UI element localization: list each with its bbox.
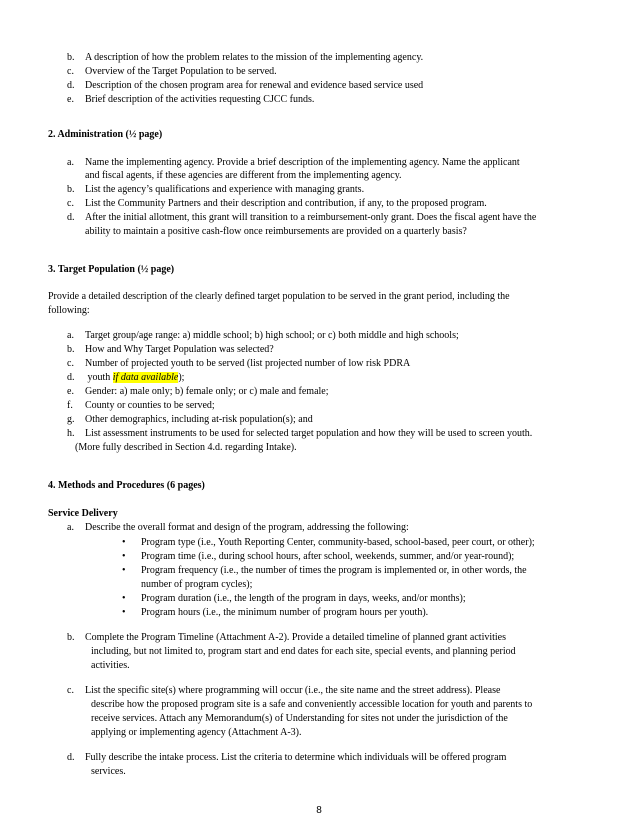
intro-item-c-marker: c. <box>67 66 74 77</box>
subheading-service-delivery: Service Delivery <box>48 508 118 519</box>
target-item-a-marker: a. <box>67 330 74 341</box>
methods-item-c-line1: List the specific site(s) where programming will occur (i.e., the site name and the street address). Please <box>85 685 501 696</box>
intro-item-e-text: Brief description of the activities requesting CJCC funds. <box>85 94 315 105</box>
methods-item-d-marker: d. <box>67 752 75 763</box>
target-item-f-text: County or counties to be served; <box>85 400 215 411</box>
bullet-program-time: Program time (i.e., during school hours, after school, weekends, summer, and/or year-round); <box>141 551 515 562</box>
bullet-icon: • <box>122 607 126 618</box>
target-item-d-suffix: ); <box>178 372 185 383</box>
intro-item-e-marker: e. <box>67 94 74 105</box>
methods-item-d-line2: services. <box>91 766 126 777</box>
bullet-program-duration: Program duration (i.e., the length of the program in days, weeks, and/or months); <box>141 593 466 604</box>
admin-item-a-line1: Name the implementing agency. Provide a brief description of the implementing agency. Name the applicant <box>85 157 520 168</box>
admin-item-b-marker: b. <box>67 184 75 195</box>
bullet-program-frequency: Program frequency (i.e., the number of times the program is implemented or, in other words, the <box>141 565 527 576</box>
admin-item-d-line1: After the initial allotment, this grant will transition to a reimbursement-only grant. Does the fiscal agent have the <box>85 212 537 223</box>
bullet-program-hours: Program hours (i.e., the minimum number of program hours per youth). <box>141 607 429 618</box>
target-item-d-highlight: if data available <box>112 372 179 383</box>
methods-item-b-line2: including, but not limited to, program start and end dates for each site, special events, and planning period <box>91 646 516 657</box>
admin-item-b-text: List the agency’s qualifications and experience with managing grants. <box>85 184 365 195</box>
section-heading-target-population: 3. Target Population (½ page) <box>48 264 175 275</box>
target-intro-line2: following: <box>48 305 90 316</box>
admin-item-a-marker: a. <box>67 157 74 168</box>
target-item-a-text: Target group/age range: a) middle school; b) high school; or c) both middle and high schools; <box>85 330 459 341</box>
admin-item-d-line2: ability to maintain a positive cash-flow once reimbursements are provided on a quarterly basis? <box>85 226 467 237</box>
target-item-g-marker: g. <box>67 414 75 425</box>
intro-item-c-text: Overview of the Target Population to be served. <box>85 66 277 77</box>
methods-item-b-line3: activities. <box>91 660 130 671</box>
target-item-b-text: How and Why Target Population was selected? <box>85 344 274 355</box>
methods-item-d-line1: Fully describe the intake process. List the criteria to determine which individuals will be offered program <box>85 752 507 763</box>
target-item-b-marker: b. <box>67 344 75 355</box>
target-item-d-text <box>85 372 184 384</box>
bullet-icon: • <box>122 593 126 604</box>
target-item-g-text: Other demographics, including at-risk population(s); and <box>85 414 313 425</box>
target-note: (More fully described in Section 4.d. regarding Intake). <box>75 442 297 453</box>
page-number: 8 <box>316 805 322 816</box>
intro-item-b-marker: b. <box>67 52 75 63</box>
target-item-e-text: Gender: a) male only; b) female only; or c) male and female; <box>85 386 329 397</box>
methods-item-c-marker: c. <box>67 685 74 696</box>
methods-item-b-marker: b. <box>67 632 75 643</box>
target-item-h-text: List assessment instruments to be used for selected target population and how they will be used to screen youth. <box>85 428 533 439</box>
intro-item-b-text: A description of how the problem relates to the mission of the implementing agency. <box>85 52 424 63</box>
bullet-icon: • <box>122 565 126 576</box>
target-item-d-prefix: youth <box>85 372 113 383</box>
methods-item-c-line2: describe how the proposed program site is a safe and conveniently accessible location for youth and parents to <box>91 699 533 710</box>
target-item-d-marker: d. <box>67 372 75 383</box>
bullet-program-type: Program type (i.e., Youth Reporting Center, community-based, school-based, peer court, or other); <box>141 537 535 548</box>
admin-item-d-marker: d. <box>67 212 75 223</box>
target-intro-line1: Provide a detailed description of the clearly defined target population to be served in the grant period, including the <box>48 291 510 302</box>
intro-item-d-marker: d. <box>67 80 75 91</box>
methods-item-b-line1: Complete the Program Timeline (Attachment A-2). Provide a detailed timeline of planned grant activities <box>85 632 507 643</box>
target-item-h-marker: h. <box>67 428 75 439</box>
target-item-f-marker: f. <box>67 400 73 411</box>
methods-item-c-line4: applying or implementing agency (Attachment A-3). <box>91 727 302 738</box>
bullet-icon: • <box>122 537 126 548</box>
admin-item-c-text: List the Community Partners and their description and contribution, if any, to the proposed program. <box>85 198 487 209</box>
section-heading-methods: 4. Methods and Procedures (6 pages) <box>48 480 205 491</box>
admin-item-c-marker: c. <box>67 198 74 209</box>
bullet-icon: • <box>122 551 126 562</box>
target-item-e-marker: e. <box>67 386 74 397</box>
target-item-c-text: Number of projected youth to be served (list projected number of low risk PDRA <box>85 358 411 369</box>
target-item-c-marker: c. <box>67 358 74 369</box>
admin-item-a-line2: and fiscal agents, if these agencies are different from the implementing agency. <box>85 170 402 181</box>
methods-item-a-marker: a. <box>67 522 74 533</box>
intro-item-d-text: Description of the chosen program area for renewal and evidence based service used <box>85 80 424 91</box>
methods-item-c-line3: receive services. Attach any Memorandum(s) of Understanding for sites not under the jurisdiction of the <box>91 713 508 724</box>
methods-item-a-text: Describe the overall format and design of the program, addressing the following: <box>85 522 409 533</box>
section-heading-administration: 2. Administration (½ page) <box>48 129 163 140</box>
bullet-program-frequency-cont: number of program cycles); <box>141 579 253 590</box>
